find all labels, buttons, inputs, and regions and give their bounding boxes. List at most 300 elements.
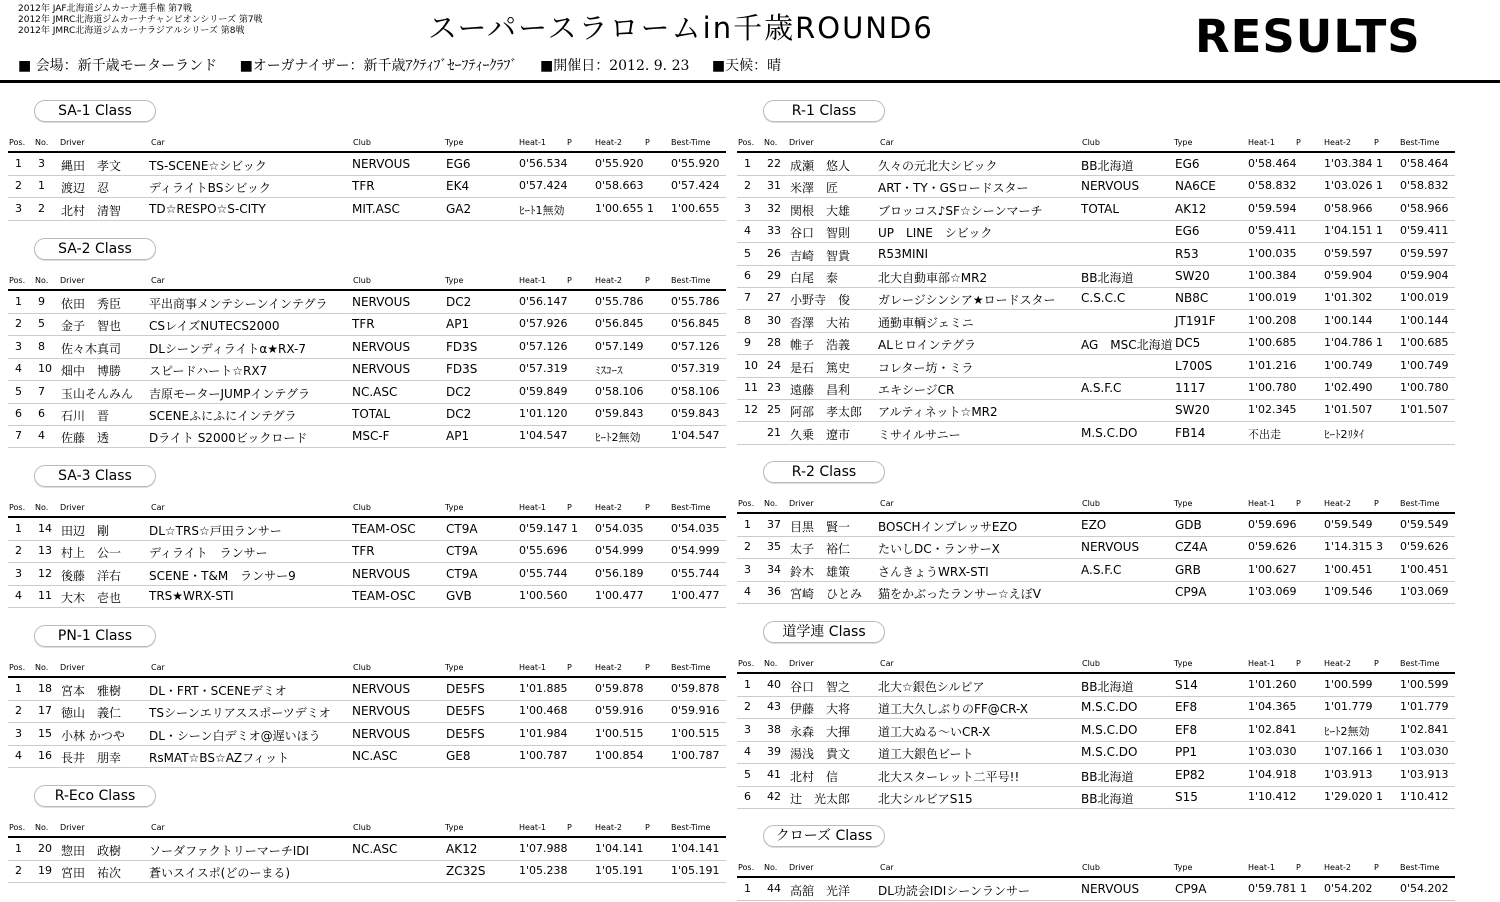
- cell-car: 北大自動車部☆MR2: [878, 271, 988, 285]
- cell-club: MSC-F: [352, 429, 390, 444]
- header-p1: P: [1296, 659, 1301, 668]
- header-club: Club: [1082, 659, 1100, 668]
- cell-p2: 1: [1376, 745, 1383, 759]
- cell-h1: 1'00.627: [1248, 562, 1297, 576]
- cell-pos: 3: [15, 339, 22, 353]
- class-title: PN-1 Class: [34, 625, 156, 647]
- cell-car: 北大スターレット二平号!!: [878, 769, 1020, 784]
- header-club: Club: [353, 503, 371, 512]
- cell-type: S15: [1175, 790, 1198, 804]
- header-p1: P: [1296, 863, 1301, 872]
- cell-car: ソーダファクトリーマーチIDI: [149, 844, 310, 858]
- cell-p2: 1: [1376, 224, 1383, 238]
- cell-h2: 1'05.191: [595, 864, 644, 878]
- cell-type: FD3S: [446, 362, 478, 377]
- cell-driver: 目黒 賢一: [790, 520, 851, 534]
- cell-no: 22: [767, 157, 781, 170]
- cell-p1: 1: [571, 522, 578, 535]
- cell-pos: 4: [15, 362, 22, 376]
- cell-pos: 2: [15, 864, 22, 878]
- header-pos: Pos.: [738, 659, 755, 668]
- cell-driver: 谷口 智之: [790, 680, 851, 694]
- header-h2: Heat-2: [1324, 863, 1351, 872]
- cell-pos: 2: [15, 317, 22, 331]
- cell-driver: 北村 信: [790, 769, 839, 784]
- header-best: Best-Time: [1400, 863, 1440, 872]
- header-no: No.: [35, 503, 49, 512]
- cell-best: 1'04.141: [671, 842, 720, 855]
- cell-no: 20: [38, 842, 52, 855]
- table-row: [737, 536, 1455, 559]
- cell-best: 1'03.913: [1400, 767, 1449, 781]
- cell-driver: 成瀬 悠人: [790, 159, 851, 173]
- header-h2: Heat-2: [595, 823, 622, 832]
- cell-pos: 5: [744, 246, 751, 260]
- cell-no: 13: [38, 544, 52, 558]
- cell-no: 33: [767, 224, 781, 238]
- cell-pos: 3: [744, 722, 751, 736]
- cell-type: DE5FS: [446, 704, 485, 719]
- table-row: [8, 425, 726, 448]
- header-driver: Driver: [789, 138, 814, 147]
- cell-type: SW20: [1175, 269, 1210, 283]
- cell-car: スピードハート☆RX7: [149, 364, 268, 379]
- cell-best: 0'54.202: [1400, 882, 1449, 895]
- header-driver: Driver: [60, 138, 85, 147]
- cell-pos: 6: [744, 790, 751, 803]
- cell-driver: 大木 壱也: [61, 591, 122, 606]
- cell-no: 11: [38, 589, 52, 603]
- table-row: [737, 696, 1455, 719]
- cell-car: DL・FRT・SCENEデミオ: [149, 684, 287, 698]
- cell-h2: 1'00.749: [1324, 358, 1373, 372]
- cell-pos: 3: [15, 201, 22, 215]
- cell-car: コレター坊・ミラ: [878, 360, 974, 375]
- cell-car: 蒼いスイスポ(どのーまる): [149, 866, 291, 881]
- cell-pos: 1: [744, 882, 751, 895]
- cell-h2: 0'54.035: [595, 522, 644, 535]
- header-h1: Heat-1: [519, 503, 546, 512]
- cell-driver: 後藤 洋右: [61, 568, 122, 583]
- header-h2: Heat-2: [595, 138, 622, 147]
- cell-type: AP1: [446, 317, 470, 332]
- header-type: Type: [445, 823, 464, 832]
- header-h1: Heat-1: [1248, 499, 1275, 508]
- table-row: [8, 563, 726, 586]
- cell-driver: 阿部 孝太郎: [790, 405, 863, 420]
- cell-best: 0'54.035: [671, 522, 720, 535]
- cell-driver: 遠藤 昌利: [790, 383, 851, 397]
- cell-best: 1'00.655: [671, 201, 720, 215]
- results-label: RESULTS: [1195, 10, 1421, 63]
- cell-club: M.S.C.DO: [1081, 700, 1138, 715]
- cell-pos: 5: [15, 384, 22, 398]
- cell-h2: 1'03.384: [1324, 157, 1373, 170]
- cell-driver: 縄田 孝文: [61, 159, 122, 173]
- cell-h1: 1'07.988: [519, 842, 568, 855]
- cell-no: 4: [38, 429, 45, 443]
- cell-h1: 1'03.030: [1248, 745, 1297, 759]
- cell-type: EG6: [446, 157, 471, 171]
- table-row: [8, 291, 726, 314]
- cell-car: RsMAT☆BS☆AZフィット: [149, 751, 290, 766]
- cell-pos: 3: [15, 566, 22, 580]
- cell-type: CT9A: [446, 566, 478, 581]
- series-line-1: 2012年 JAF北海道ジムカーナ選手権 第7戦: [18, 4, 192, 14]
- cell-no: 37: [767, 518, 781, 531]
- cell-car: 吉原モーターJUMPインテグラ: [149, 386, 310, 401]
- header-best: Best-Time: [671, 503, 711, 512]
- cell-driver: 宮崎 ひとみ: [790, 587, 863, 602]
- cell-pos: 4: [15, 749, 22, 763]
- cell-club: NERVOUS: [352, 682, 411, 696]
- header-driver: Driver: [789, 659, 814, 668]
- cell-p2: 1: [1376, 790, 1383, 803]
- cell-type: R53: [1175, 246, 1199, 261]
- cell-h2: 1'00.477: [595, 589, 644, 603]
- header-best: Best-Time: [1400, 499, 1440, 508]
- cell-best: 1'05.191: [671, 864, 720, 878]
- cell-no: 25: [767, 403, 781, 417]
- cell-h1: 1'10.412: [1248, 790, 1297, 803]
- class-title: R-2 Class: [763, 461, 885, 483]
- header-driver: Driver: [60, 823, 85, 832]
- header-p1: P: [567, 663, 572, 672]
- cell-car: 平出商事メンテシーンインテグラ: [149, 297, 328, 311]
- header-h2: Heat-2: [595, 663, 622, 672]
- table-row: [737, 786, 1455, 809]
- header-driver: Driver: [60, 503, 85, 512]
- cell-best: 0'57.126: [671, 339, 720, 353]
- cell-club: M.S.C.DO: [1081, 745, 1138, 760]
- cell-type: DE5FS: [446, 682, 485, 696]
- cell-club: M.S.C.DO: [1081, 722, 1138, 737]
- cell-pos: 1: [15, 295, 22, 308]
- table-row: [8, 838, 726, 861]
- header-pos: Pos.: [9, 138, 26, 147]
- cell-h1: 0'57.424: [519, 179, 568, 193]
- cell-club: EZO: [1081, 518, 1107, 532]
- cell-pos: 1: [15, 842, 22, 855]
- header-best: Best-Time: [1400, 138, 1440, 147]
- cell-best: 0'58.106: [671, 384, 720, 398]
- header-no: No.: [35, 276, 49, 285]
- cell-h1: 0'57.319: [519, 362, 568, 376]
- cell-pos: 4: [744, 745, 751, 759]
- cell-no: 7: [38, 384, 45, 398]
- header-pos: Pos.: [738, 863, 755, 872]
- header-type: Type: [1174, 863, 1193, 872]
- cell-car: SCENE・T&M ランサー9: [149, 568, 296, 583]
- table-row: [737, 764, 1455, 787]
- cell-no: 43: [767, 700, 781, 714]
- cell-type: PP1: [1175, 745, 1198, 760]
- cell-h1: 0'59.147: [519, 522, 568, 535]
- cell-car: 久々の元北大シビック: [878, 159, 998, 173]
- cell-h2: 1'00.854: [595, 749, 644, 763]
- header-h1: Heat-1: [1248, 659, 1275, 668]
- cell-driver: 石川 晋: [61, 409, 110, 423]
- cell-best: 1'00.477: [671, 589, 720, 603]
- cell-p2: 3: [1376, 540, 1383, 554]
- cell-pos: 2: [15, 179, 22, 193]
- header-h2: Heat-2: [595, 503, 622, 512]
- cell-no: 23: [767, 381, 781, 394]
- cell-driver: 惣田 政樹: [61, 844, 122, 858]
- cell-h2: 0'57.149: [595, 339, 644, 353]
- table-row: [8, 336, 726, 359]
- cell-club: NERVOUS: [1081, 540, 1140, 555]
- cell-best: 1'10.412: [1400, 790, 1449, 803]
- cell-no: 21: [767, 425, 781, 439]
- cell-car: ART・TY・GSロードスター: [878, 181, 1029, 196]
- header-pos: Pos.: [9, 503, 26, 512]
- cell-type: CT9A: [446, 522, 478, 536]
- cell-car: 猫をかぶったランサー☆えぼV: [878, 587, 1041, 602]
- cell-best: 0'57.319: [671, 362, 720, 376]
- cell-pos: 2: [744, 700, 751, 714]
- cell-h1: 0'57.926: [519, 317, 568, 331]
- weather: ■天候：晴: [711, 58, 782, 74]
- cell-no: 3: [38, 157, 45, 170]
- cell-club: NERVOUS: [1081, 179, 1140, 194]
- cell-h2: 0'58.966: [1324, 201, 1373, 215]
- cell-car: ブロッコス♪SF☆シーンマーチ: [878, 203, 1043, 218]
- cell-no: 12: [38, 566, 52, 580]
- cell-best: 0'56.845: [671, 317, 720, 331]
- table-row: [737, 175, 1455, 198]
- cell-best: 1'04.547: [671, 429, 720, 443]
- cell-pos: 2: [15, 544, 22, 558]
- cell-pos: 6: [15, 407, 22, 420]
- cell-h2: 1'00.451: [1324, 562, 1373, 576]
- cell-h2: 1'00.515: [595, 726, 644, 740]
- cell-h1: 1'01.120: [519, 407, 568, 420]
- cell-type: EF8: [1175, 700, 1198, 715]
- cell-type: FD3S: [446, 339, 478, 354]
- cell-h2: ﾐｽｺｰｽ: [595, 364, 623, 378]
- event-title: スーパースラロームin千歳ROUND6: [428, 11, 934, 45]
- cell-h2: 0'56.189: [595, 566, 644, 580]
- cell-car: 北大☆銀色シルビア: [878, 680, 985, 694]
- cell-driver: 小野寺 俊: [790, 293, 851, 308]
- cell-h2: ﾋｰﾄ2ﾘﾀｲ: [1324, 427, 1364, 441]
- cell-driver: 佐々木真司: [61, 341, 122, 356]
- cell-h2: 0'55.920: [595, 157, 644, 170]
- cell-h1: 0'55.696: [519, 544, 568, 558]
- table-row: [8, 700, 726, 723]
- cell-h1: 1'04.365: [1248, 700, 1297, 714]
- cell-car: DL☆TRS☆戸田ランサー: [149, 524, 282, 538]
- cell-best: 0'58.832: [1400, 179, 1449, 193]
- cell-best: 0'55.744: [671, 566, 720, 580]
- header-p2: P: [645, 663, 650, 672]
- cell-type: NB8C: [1175, 291, 1209, 306]
- cell-h1: 1'00.685: [1248, 336, 1297, 350]
- cell-car: TD☆RESPO☆S-CITY: [149, 201, 266, 216]
- cell-type: EG6: [1175, 224, 1200, 239]
- cell-no: 8: [38, 339, 45, 353]
- header-p2: P: [645, 503, 650, 512]
- header-best: Best-Time: [671, 663, 711, 672]
- cell-best: 1'00.787: [671, 749, 720, 763]
- table-row: [737, 581, 1455, 604]
- cell-pos: 2: [15, 704, 22, 718]
- cell-pos: 8: [744, 313, 751, 327]
- cell-no: 17: [38, 704, 52, 718]
- cell-no: 31: [767, 179, 781, 193]
- cell-club: C.S.C.C: [1081, 291, 1126, 306]
- cell-type: DC2: [446, 384, 472, 399]
- cell-pos: 1: [744, 518, 751, 531]
- cell-h1: 1'01.984: [519, 726, 568, 740]
- cell-h1: 1'01.885: [519, 682, 568, 695]
- cell-no: 34: [767, 562, 781, 576]
- header-driver: Driver: [789, 499, 814, 508]
- cell-best: 0'57.424: [671, 179, 720, 193]
- cell-pos: 7: [15, 429, 22, 443]
- cell-driver: 金子 智也: [61, 319, 122, 334]
- cell-car: CSレイズNUTECS2000: [149, 319, 280, 334]
- cell-h2: 1'03.913: [1324, 767, 1373, 781]
- table-row: [737, 674, 1455, 697]
- cell-car: TRS★WRX-STI: [149, 589, 234, 604]
- cell-pos: 4: [15, 589, 22, 603]
- cell-p2: 1: [1376, 336, 1383, 350]
- header-no: No.: [764, 659, 778, 668]
- cell-club: TOTAL: [352, 407, 391, 421]
- cell-type: GDB: [1175, 518, 1202, 532]
- cell-driver: 徳山 義仁: [61, 706, 122, 721]
- table-row: [737, 377, 1455, 400]
- cell-car: ディライトBSシビック: [149, 181, 271, 196]
- class-title: SA-2 Class: [34, 238, 156, 260]
- cell-driver: 米澤 匠: [790, 181, 839, 196]
- header-no: No.: [35, 663, 49, 672]
- cell-h2: 0'59.904: [1324, 269, 1373, 282]
- cell-h2: 0'55.786: [595, 295, 644, 308]
- cell-driver: 小林 かつや: [61, 728, 125, 743]
- cell-car: DL・シーン白デミオ@遅いほう: [149, 728, 321, 743]
- cell-driver: 依田 秀臣: [61, 297, 122, 311]
- cell-car: TSシーンエリアススポーツデミオ: [149, 706, 331, 721]
- cell-club: TFR: [352, 179, 375, 194]
- cell-h1: 1'00.468: [519, 704, 568, 718]
- cell-pos: 3: [744, 201, 751, 215]
- header-h1: Heat-1: [1248, 138, 1275, 147]
- cell-h2: 1'00.655: [595, 201, 644, 215]
- cell-club: NC.ASC: [352, 749, 398, 764]
- cell-pos: 7: [744, 291, 751, 305]
- header-no: No.: [35, 823, 49, 832]
- cell-club: AG MSC北海道: [1081, 338, 1173, 353]
- cell-h1: 1'02.345: [1248, 403, 1297, 417]
- cell-h2: 1'01.779: [1324, 700, 1373, 714]
- series-line-3: 2012年 JMRC北海道ジムカーナラジアルシリーズ 第8戦: [18, 26, 245, 36]
- cell-p2: 1: [1376, 179, 1383, 193]
- cell-h1: 1'00.208: [1248, 313, 1297, 327]
- cell-car: ALヒロインテグラ: [878, 338, 977, 353]
- cell-h2: 1'04.786: [1324, 336, 1373, 350]
- cell-pos: 10: [744, 358, 758, 372]
- cell-club: NERVOUS: [352, 157, 411, 171]
- header-p2: P: [1374, 138, 1379, 147]
- cell-club: NC.ASC: [352, 842, 398, 856]
- table-row: [737, 198, 1455, 221]
- cell-car: 道工大ぬる〜いCR-X: [878, 724, 991, 739]
- cell-no: 10: [38, 362, 52, 376]
- table-row: [737, 310, 1455, 333]
- cell-type: JT191F: [1175, 313, 1216, 328]
- table-row: [8, 358, 726, 381]
- cell-best: 0'59.916: [671, 704, 720, 718]
- header-p1: P: [567, 138, 572, 147]
- cell-h1: 0'59.626: [1248, 540, 1297, 554]
- cell-type: DE5FS: [446, 726, 485, 741]
- cell-best: 0'58.966: [1400, 201, 1449, 215]
- cell-h2: 0'59.878: [595, 682, 644, 695]
- header-type: Type: [445, 663, 464, 672]
- cell-pos: 1: [15, 157, 22, 170]
- cell-h2: 0'58.106: [595, 384, 644, 398]
- cell-no: 16: [38, 749, 52, 763]
- header-p1: P: [567, 823, 572, 832]
- cell-best: 0'58.464: [1400, 157, 1449, 170]
- cell-driver: 鈴木 雄策: [790, 564, 851, 579]
- cell-driver: 関根 大雄: [790, 203, 851, 218]
- header-type: Type: [445, 503, 464, 512]
- cell-pos: 4: [744, 224, 751, 238]
- cell-best: 0'59.878: [671, 682, 720, 695]
- cell-type: S14: [1175, 678, 1198, 692]
- class-title: R-1 Class: [763, 100, 885, 122]
- header-no: No.: [764, 863, 778, 872]
- cell-club: TOTAL: [1081, 201, 1120, 216]
- cell-club: NERVOUS: [352, 726, 411, 741]
- cell-car: アルティネット☆MR2: [878, 405, 998, 420]
- table-row: [737, 422, 1455, 445]
- cell-type: AK12: [446, 842, 478, 856]
- cell-car: DL功読会IDIシーンランサー: [878, 884, 1031, 898]
- cell-type: DC5: [1175, 336, 1201, 351]
- cell-best: 0'55.920: [671, 157, 720, 170]
- cell-no: 27: [767, 291, 781, 305]
- class-title: クローズ Class: [763, 825, 885, 847]
- cell-no: 26: [767, 246, 781, 260]
- header-car: Car: [151, 138, 165, 147]
- cell-type: CP9A: [1175, 882, 1207, 896]
- cell-car: Dライト S2000ビックロード: [149, 431, 308, 446]
- table-row: [8, 745, 726, 768]
- cell-best: 0'54.999: [671, 544, 720, 558]
- header-h2: Heat-2: [1324, 659, 1351, 668]
- cell-no: 42: [767, 790, 781, 803]
- header-car: Car: [151, 503, 165, 512]
- cell-h2: 1'04.141: [595, 842, 644, 855]
- cell-h1: 0'55.744: [519, 566, 568, 580]
- cell-best: 1'00.599: [1400, 678, 1449, 691]
- header-type: Type: [1174, 138, 1193, 147]
- header-car: Car: [880, 499, 894, 508]
- cell-driver: 宮本 雅樹: [61, 684, 122, 698]
- cell-no: 2: [38, 201, 45, 215]
- cell-pos: 9: [744, 336, 751, 350]
- cell-driver: 玉山そんみん: [61, 386, 134, 401]
- cell-type: FB14: [1175, 425, 1206, 440]
- cell-pos: 2: [744, 179, 751, 193]
- cell-h1: 1'01.216: [1248, 358, 1297, 372]
- cell-club: BB北海道: [1081, 680, 1134, 694]
